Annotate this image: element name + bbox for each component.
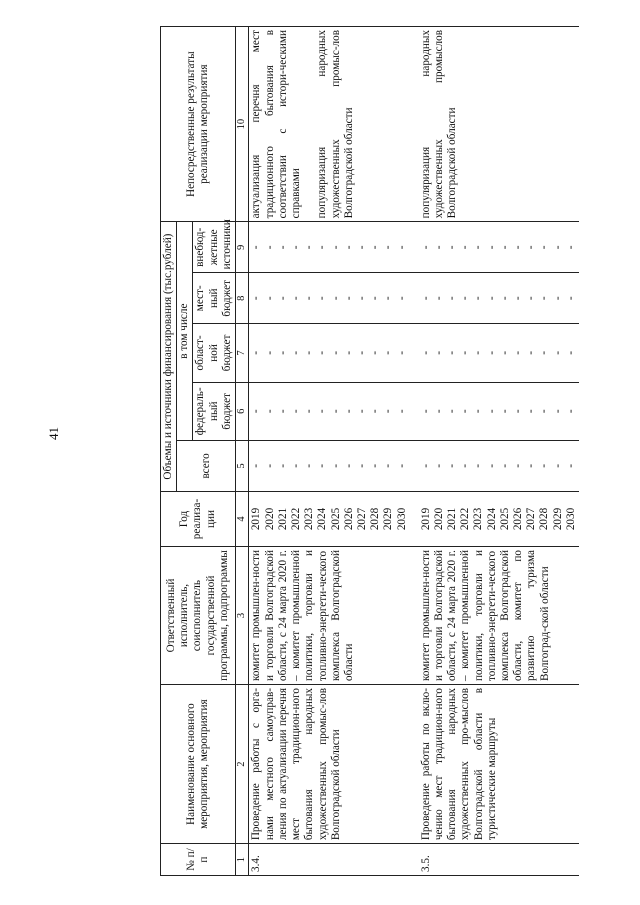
- dash-value: -: [250, 409, 263, 414]
- year-value: 2029: [551, 507, 564, 531]
- dash-value: -: [263, 464, 276, 468]
- executor: комитет промышлен-ности и торговли Волгоградской области, с 24 марта 2020 г. – комитет промышленной политики, торговли и топливно-энергети-ческого комплекса Волгоградской области: [249, 547, 410, 685]
- dash-value: -: [276, 245, 289, 250]
- dash-value: -: [382, 296, 395, 301]
- dash-value: -: [551, 245, 564, 250]
- dash-value: -: [512, 464, 525, 468]
- dash-value: -: [525, 464, 538, 468]
- column-number: 2: [236, 685, 249, 844]
- dash-value: -: [303, 464, 316, 468]
- dash-value: -: [446, 351, 459, 355]
- dash-value: -: [355, 464, 368, 468]
- column-number: 5: [236, 440, 249, 491]
- dash-value: -: [472, 409, 485, 414]
- dash-value: -: [250, 464, 263, 468]
- federal-cell: [249, 382, 410, 440]
- dash-value: -: [316, 409, 329, 414]
- funding-table: [160, 26, 579, 876]
- year-value: 2030: [564, 507, 577, 531]
- dash-value: -: [564, 296, 577, 301]
- dash-value: -: [419, 351, 432, 355]
- column-number: 4: [236, 491, 249, 546]
- regional-cell: [249, 324, 410, 382]
- year-value: 2019: [250, 507, 263, 531]
- dash-value: -: [342, 245, 355, 250]
- year-value: 2023: [303, 507, 316, 531]
- dash-value: -: [316, 351, 329, 355]
- dash-value: -: [459, 464, 472, 468]
- column-number: 9: [236, 222, 249, 273]
- total-cell: [410, 440, 579, 491]
- column-number: 10: [236, 27, 249, 222]
- dash-value: -: [564, 409, 577, 414]
- dash-value: -: [485, 351, 498, 355]
- dash-value: -: [342, 409, 355, 414]
- column-number: 3: [236, 547, 249, 685]
- dash-value: -: [446, 296, 459, 301]
- year-value: 2027: [525, 507, 538, 531]
- dash-value: -: [564, 351, 577, 355]
- dash-value: -: [525, 351, 538, 355]
- dash-value: -: [395, 296, 408, 301]
- dash-value: -: [342, 351, 355, 355]
- dash-value: -: [538, 464, 551, 468]
- dash-value: -: [459, 351, 472, 355]
- dash-value: -: [395, 464, 408, 468]
- year-value: 2020: [432, 507, 445, 531]
- dash-value: -: [263, 351, 276, 355]
- dash-value: -: [329, 351, 342, 355]
- extra-cell: [249, 222, 410, 273]
- row-number: 3.4.: [249, 844, 410, 876]
- header-name: Наименование основного мероприятия, мероприятия: [161, 685, 236, 844]
- activity-name: Проведение работы по вклю-чению мест традицион-ного бытования народных художественных про-мыслов Волгоградской области в туристические маршруты: [410, 685, 579, 844]
- dash-value: -: [355, 409, 368, 414]
- dash-value: -: [382, 351, 395, 355]
- dash-value: -: [250, 245, 263, 250]
- dash-value: -: [369, 351, 382, 355]
- result-text: популяризация народных художественных промыслов Волгоградской области: [419, 30, 459, 219]
- result-text: актуализация перечня мест традиционного бытования в соответствии с истори-ческими справками: [250, 30, 303, 219]
- table-row: [249, 27, 410, 876]
- dash-value: -: [551, 351, 564, 355]
- result-text: популяризация народных художественных промыс-лов Волгоградской области: [316, 30, 355, 219]
- dash-value: -: [538, 245, 551, 250]
- dash-value: -: [446, 409, 459, 414]
- year-value: 2027: [355, 507, 368, 531]
- dash-value: -: [485, 409, 498, 414]
- dash-value: -: [290, 409, 303, 414]
- dash-value: -: [485, 296, 498, 301]
- dash-value: -: [263, 245, 276, 250]
- dash-value: -: [512, 245, 525, 250]
- dash-value: -: [369, 409, 382, 414]
- dash-value: -: [472, 296, 485, 301]
- dash-value: -: [432, 296, 445, 301]
- column-number: 8: [236, 273, 249, 324]
- year-value: 2021: [446, 507, 459, 531]
- dash-value: -: [446, 464, 459, 468]
- dash-value: -: [525, 245, 538, 250]
- total-cell: [249, 440, 410, 491]
- year-value: 2024: [316, 507, 329, 531]
- header-total: всего: [177, 440, 236, 491]
- dash-value: -: [290, 351, 303, 355]
- dash-value: -: [303, 245, 316, 250]
- year-value: 2026: [512, 507, 525, 531]
- rotated-table-wrapper: [160, 26, 640, 876]
- column-number: 6: [236, 382, 249, 440]
- year-value: 2028: [369, 507, 382, 531]
- dash-value: -: [525, 296, 538, 301]
- year-value: 2019: [419, 507, 432, 531]
- result-cell: [249, 27, 410, 222]
- dash-value: -: [564, 245, 577, 250]
- dash-value: -: [459, 245, 472, 250]
- local-cell: [249, 273, 410, 324]
- dash-value: -: [263, 409, 276, 414]
- extra-cell: [410, 222, 579, 273]
- dash-value: -: [303, 296, 316, 301]
- dash-value: -: [498, 409, 511, 414]
- dash-value: -: [551, 464, 564, 468]
- dash-value: -: [369, 464, 382, 468]
- dash-value: -: [316, 245, 329, 250]
- year-value: 2025: [329, 507, 342, 531]
- year-value: 2023: [472, 507, 485, 531]
- table-row: [410, 27, 579, 876]
- dash-value: -: [498, 464, 511, 468]
- dash-value: -: [382, 409, 395, 414]
- dash-value: -: [485, 245, 498, 250]
- years-cell: [410, 491, 579, 546]
- dash-value: -: [303, 351, 316, 355]
- dash-value: -: [276, 296, 289, 301]
- dash-value: -: [290, 245, 303, 250]
- dash-value: -: [512, 409, 525, 414]
- dash-value: -: [551, 296, 564, 301]
- dash-value: -: [342, 296, 355, 301]
- result-cell: [410, 27, 579, 222]
- header-local: мест-ный бюджет: [193, 273, 236, 324]
- federal-cell: [410, 382, 579, 440]
- page-number: 41: [46, 427, 61, 440]
- column-number-row: [236, 27, 249, 876]
- activity-name: Проведение работы с орга-нами местного самоуправ-ления по актуализации перечня мест традицион-ного бытования народных художественных промыс-лов Волгоградской области: [249, 685, 410, 844]
- dash-value: -: [525, 409, 538, 414]
- dash-value: -: [538, 351, 551, 355]
- dash-value: -: [329, 409, 342, 414]
- header-num: № п/п: [161, 844, 236, 876]
- dash-value: -: [459, 409, 472, 414]
- dash-value: -: [419, 464, 432, 468]
- year-value: 2022: [459, 507, 472, 531]
- year-value: 2028: [538, 507, 551, 531]
- dash-value: -: [276, 351, 289, 355]
- executor: комитет промышлен-ности и торговли Волгоградской области, с 24 марта 2020 г. – комитет промышленной политики, торговли и топливно-энергети-ческого комплекса Волгоградской области, комитет по развитию туризма Волгоград-ской области: [410, 547, 579, 685]
- dash-value: -: [498, 245, 511, 250]
- dash-value: -: [538, 296, 551, 301]
- year-value: 2024: [485, 507, 498, 531]
- header-results: Непосредственные результаты реализации мероприятия: [161, 27, 236, 222]
- dash-value: -: [538, 409, 551, 414]
- dash-value: -: [472, 464, 485, 468]
- header-incl: в том числе: [177, 222, 193, 441]
- dash-value: -: [498, 351, 511, 355]
- header-year: Год реализа-ции: [161, 491, 236, 546]
- dash-value: -: [382, 245, 395, 250]
- dash-value: -: [250, 296, 263, 301]
- dash-value: -: [316, 296, 329, 301]
- year-value: 2022: [290, 507, 303, 531]
- dash-value: -: [395, 351, 408, 355]
- dash-value: -: [432, 409, 445, 414]
- dash-value: -: [250, 351, 263, 355]
- dash-value: -: [329, 245, 342, 250]
- dash-value: -: [564, 464, 577, 468]
- year-value: 2030: [395, 507, 408, 531]
- dash-value: -: [551, 409, 564, 414]
- header-federal: федераль-ный бюджет: [193, 382, 236, 440]
- dash-value: -: [290, 296, 303, 301]
- dash-value: -: [419, 245, 432, 250]
- dash-value: -: [485, 464, 498, 468]
- column-number: 7: [236, 324, 249, 382]
- header-funding: Объемы и источники финансирования (тыс.рублей): [161, 222, 177, 492]
- dash-value: -: [395, 409, 408, 414]
- dash-value: -: [432, 245, 445, 250]
- dash-value: -: [329, 464, 342, 468]
- dash-value: -: [382, 464, 395, 468]
- dash-value: -: [342, 464, 355, 468]
- local-cell: [410, 273, 579, 324]
- header-executor: Ответственный исполнитель, соисполнитель государственной программы, подпрограммы: [161, 547, 236, 685]
- year-value: 2021: [276, 507, 289, 531]
- dash-value: -: [512, 351, 525, 355]
- dash-value: -: [276, 409, 289, 414]
- dash-value: -: [290, 464, 303, 468]
- dash-value: -: [263, 296, 276, 301]
- dash-value: -: [446, 245, 459, 250]
- dash-value: -: [303, 409, 316, 414]
- dash-value: -: [355, 351, 368, 355]
- dash-value: -: [432, 464, 445, 468]
- dash-value: -: [472, 351, 485, 355]
- header-extra: внебюд-жетные источники: [193, 222, 236, 273]
- dash-value: -: [419, 409, 432, 414]
- year-value: 2029: [382, 507, 395, 531]
- dash-value: -: [369, 296, 382, 301]
- dash-value: -: [472, 245, 485, 250]
- year-value: 2026: [342, 507, 355, 531]
- dash-value: -: [432, 351, 445, 355]
- column-number: 1: [236, 844, 249, 876]
- dash-value: -: [329, 296, 342, 301]
- dash-value: -: [355, 245, 368, 250]
- dash-value: -: [498, 296, 511, 301]
- dash-value: -: [276, 464, 289, 468]
- row-number: 3.5.: [410, 844, 579, 876]
- header-regional: област-ной бюджет: [193, 324, 236, 382]
- years-cell: [249, 491, 410, 546]
- year-value: 2025: [498, 507, 511, 531]
- dash-value: -: [355, 296, 368, 301]
- dash-value: -: [459, 296, 472, 301]
- regional-cell: [410, 324, 579, 382]
- dash-value: -: [395, 245, 408, 250]
- year-value: 2020: [263, 507, 276, 531]
- dash-value: -: [316, 464, 329, 468]
- dash-value: -: [369, 245, 382, 250]
- dash-value: -: [419, 296, 432, 301]
- dash-value: -: [512, 296, 525, 301]
